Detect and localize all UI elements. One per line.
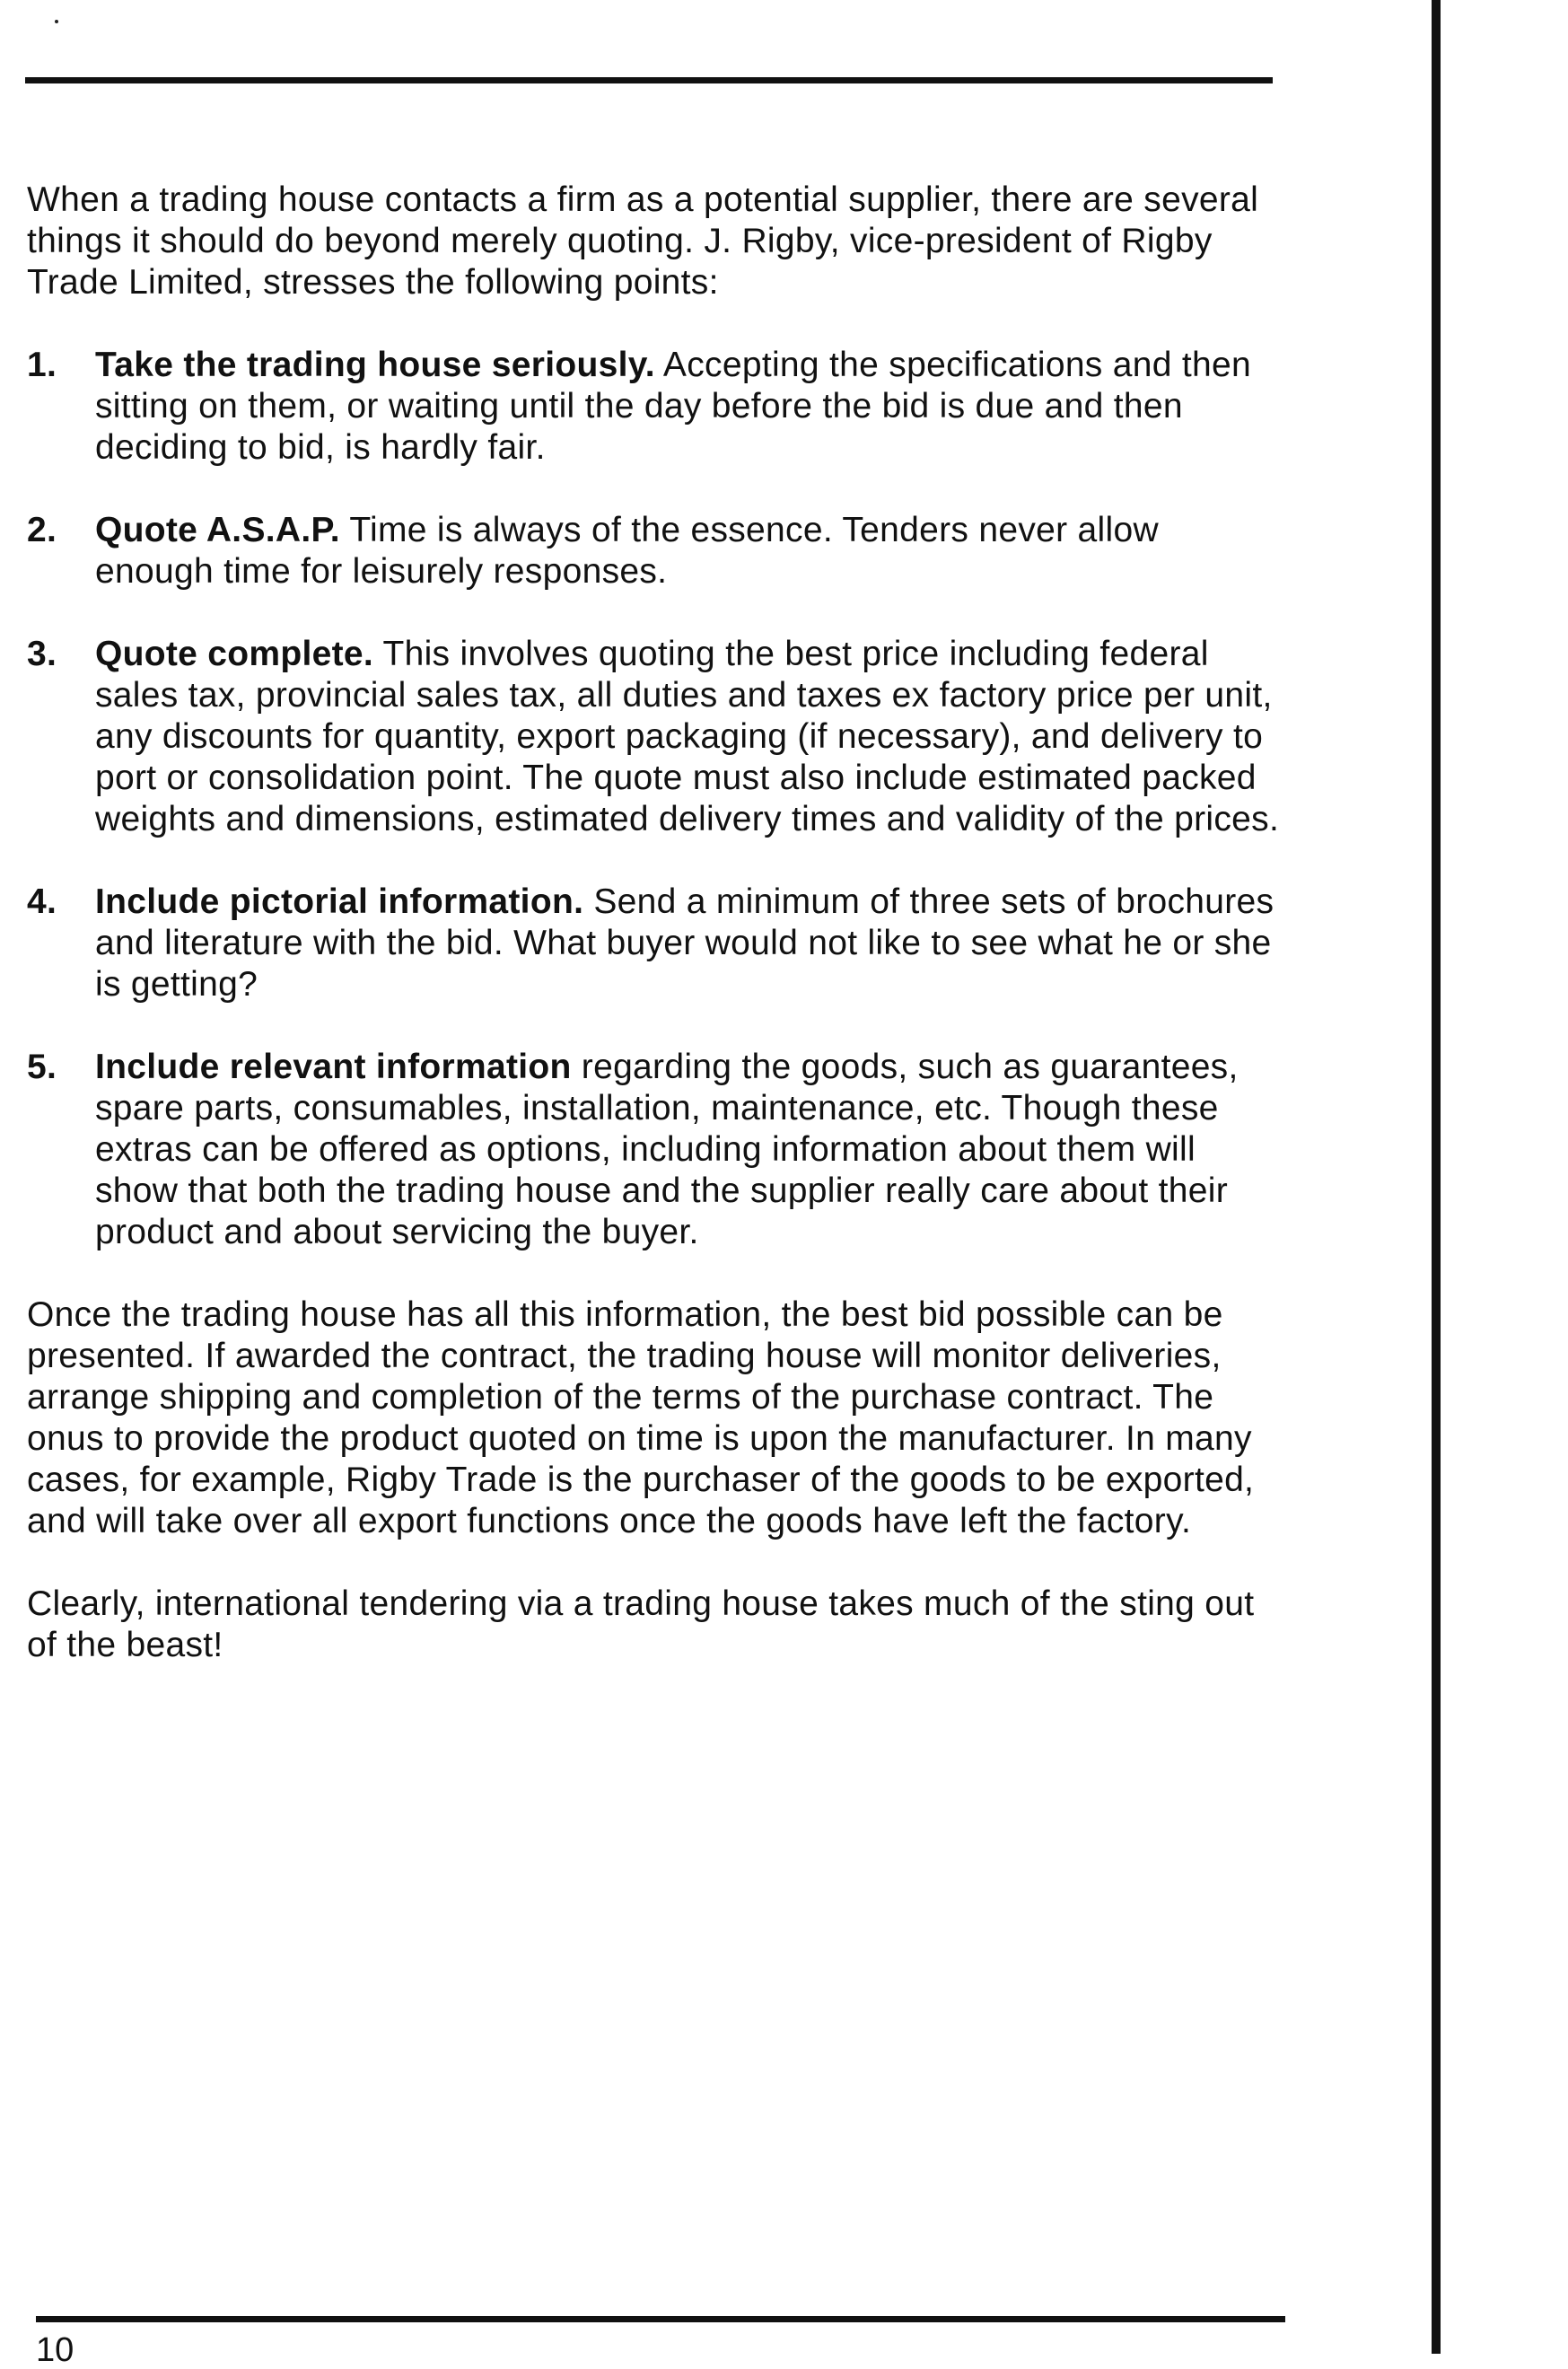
item-number: 3. (27, 635, 57, 673)
document-body (27, 180, 1283, 1707)
bottom-rule (36, 2316, 1285, 2322)
item-text: Time is always of the essence. Tenders never allow enough time for leisurely responses. (95, 511, 1159, 591)
points-list (27, 345, 1283, 1253)
item-lead: Quote complete. (95, 635, 374, 673)
conclusion-paragraph: Clearly, international tendering via a trading house takes much of the sting out of the beast! (27, 1584, 1255, 1664)
top-rule (25, 77, 1273, 83)
item-text: This involves quoting the best price including federal sales tax, provincial sales tax, all duties and taxes ex factory price per unit, any discounts for quantity, export packaging (if necessary), and delivery to port or consolidation point. The quote must also include estimated packed weights and dimensions, estimated delivery times and validity of the prices. (95, 635, 1280, 838)
item-text: regarding the goods, such as guarantees, spare parts, consumables, installation, maintenance, etc. Though these extras can be offered as options, including information about them will show that both the trading house and the supplier really care about their product and about servicing the buyer. (95, 1048, 1239, 1251)
closing-paragraph: Once the trading house has all this information, the best bid possible can be presented. If awarded the contract, the trading house will monitor deliveries, arrange shipping and completion of the terms of the purchase contract. The onus to provide the product quoted on time is upon the manufacturer. In many cases, for example, Rigby Trade is the purchaser of the goods to be exported, and will take over all export functions once the goods have left the factory. (27, 1295, 1255, 1540)
page-number: 10 (36, 2331, 74, 2369)
item-number: 5. (27, 1048, 57, 1086)
item-text: Send a minimum of three sets of brochures and literature with the bid. What buyer would not like to see what he or she is getting? (95, 882, 1275, 1004)
page-edge-line (1432, 0, 1441, 2354)
item-number: 1. (27, 346, 57, 384)
item-lead: Quote A.S.A.P. (95, 511, 340, 549)
list-item (27, 634, 1283, 840)
item-text: Accepting the specifications and then sitting on them, or waiting until the day before the bid is due and then deciding to bid, is hardly fair. (95, 346, 1251, 467)
item-lead: Take the trading house seriously. (95, 346, 655, 384)
list-item (27, 345, 1283, 469)
item-number: 4. (27, 882, 57, 921)
intro-paragraph: When a trading house contacts a firm as a potential supplier, there are several things it should do beyond merely quoting. J. Rigby, vice-president of Rigby Trade Limited, stresses the following points: (27, 180, 1259, 302)
item-body (95, 634, 1283, 840)
scan-speck (55, 20, 58, 23)
item-body (95, 882, 1283, 1005)
item-number: 2. (27, 511, 57, 549)
list-item (27, 510, 1283, 592)
item-lead: Include pictorial information. (95, 882, 584, 921)
item-body (95, 1047, 1283, 1253)
list-item (27, 882, 1283, 1005)
item-body (95, 510, 1283, 592)
item-lead: Include relevant information (95, 1048, 572, 1086)
item-body (95, 345, 1283, 469)
list-item (27, 1047, 1283, 1253)
